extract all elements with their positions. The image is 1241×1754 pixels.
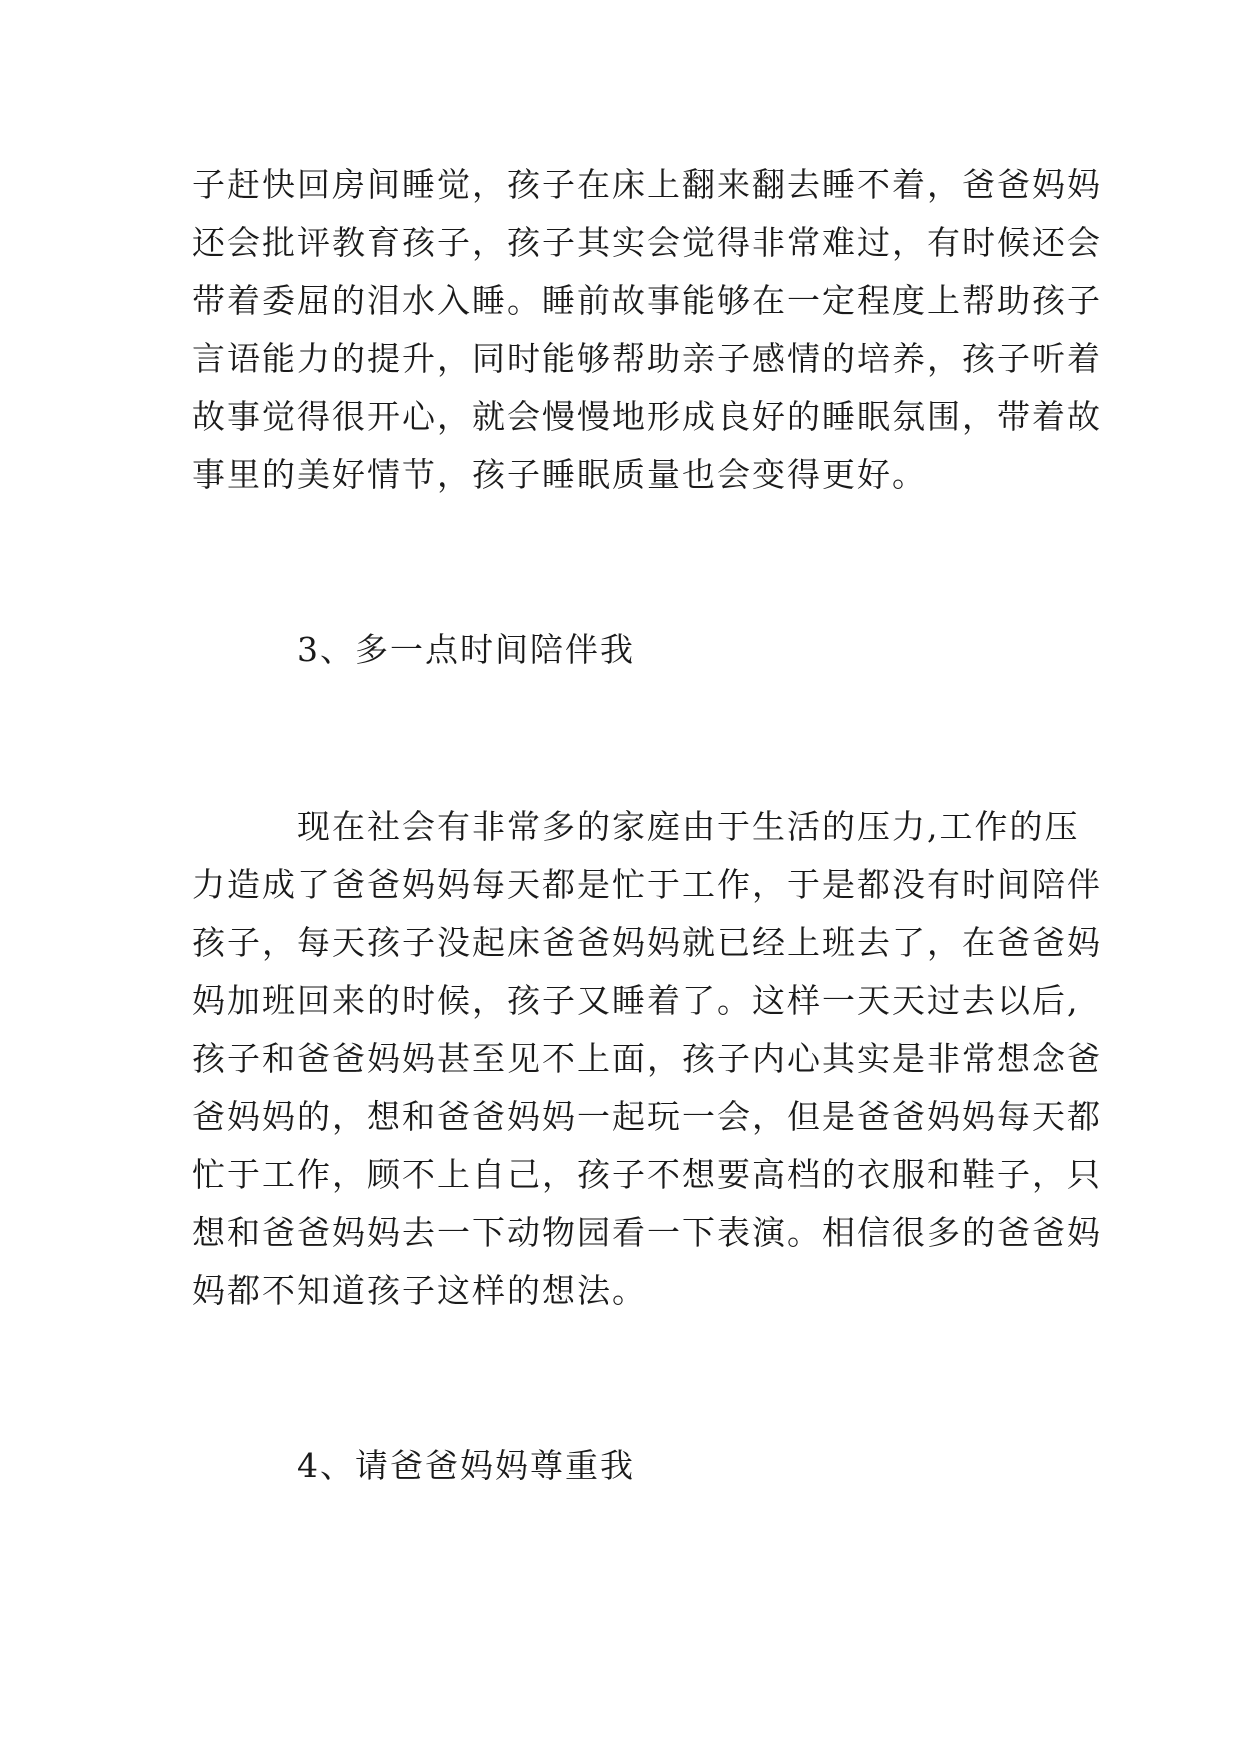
section-heading: 3、多一点时间陪伴我 xyxy=(297,630,635,669)
paragraph-line: 还会批评教育孩子，孩子其实会觉得非常难过，有时候还会 xyxy=(192,223,1102,262)
paragraph-line: 故事觉得很开心，就会慢慢地形成良好的睡眠氛围，带着故 xyxy=(192,397,1102,436)
paragraph-line: 爸妈妈的，想和爸爸妈妈一起玩一会，但是爸爸妈妈每天都 xyxy=(192,1097,1102,1136)
section-heading: 4、请爸爸妈妈尊重我 xyxy=(297,1446,635,1485)
paragraph-line: 想和爸爸妈妈去一下动物园看一下表演。相信很多的爸爸妈 xyxy=(192,1213,1102,1252)
paragraph-line: 妈都不知道孩子这样的想法。 xyxy=(192,1271,647,1310)
paragraph-line: 带着委屈的泪水入睡。睡前故事能够在一定程度上帮助孩子 xyxy=(192,281,1102,320)
paragraph-line: 子赶快回房间睡觉，孩子在床上翻来翻去睡不着，爸爸妈妈 xyxy=(192,165,1102,204)
paragraph-line: 力造成了爸爸妈妈每天都是忙于工作，于是都没有时间陪伴 xyxy=(192,865,1102,904)
paragraph-line: 孩子，每天孩子没起床爸爸妈妈就已经上班去了，在爸爸妈 xyxy=(192,923,1102,962)
paragraph-line: 言语能力的提升，同时能够帮助亲子感情的培养，孩子听着 xyxy=(192,339,1102,378)
paragraph-line: 孩子和爸爸妈妈甚至见不上面，孩子内心其实是非常想念爸 xyxy=(192,1039,1102,1078)
paragraph-line: 现在社会有非常多的家庭由于生活的压力,工作的压 xyxy=(297,807,1080,846)
paragraph-line: 忙于工作，顾不上自己，孩子不想要高档的衣服和鞋子，只 xyxy=(192,1155,1102,1194)
paragraph-line: 妈加班回来的时候，孩子又睡着了。这样一天天过去以后, xyxy=(192,981,1080,1020)
paragraph-line: 事里的美好情节，孩子睡眠质量也会变得更好。 xyxy=(192,455,927,494)
